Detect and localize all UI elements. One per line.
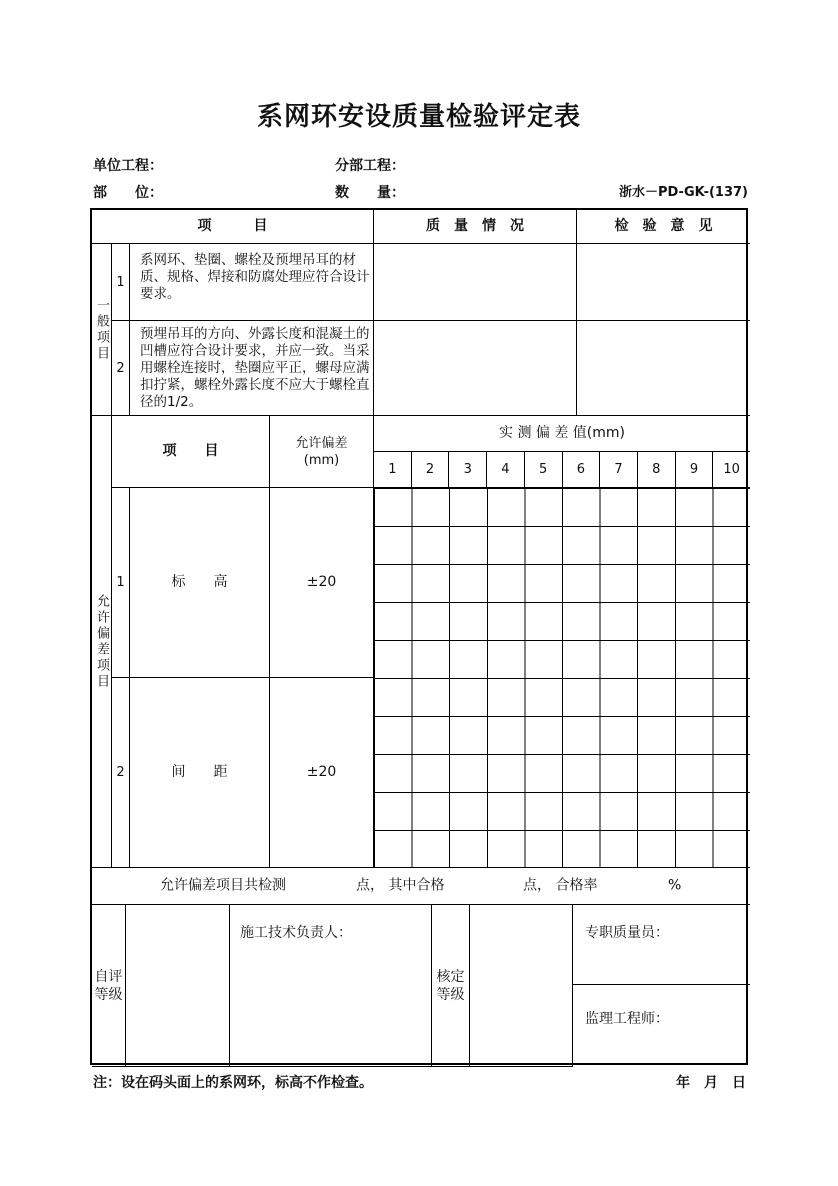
deviation-allow-header: [270, 416, 374, 488]
footnote: 注：设在码头面上的系网环，标高不作检查。: [93, 1075, 373, 1091]
col-header-item: 项 目: [92, 210, 374, 244]
deviation-row1-name: 标 高: [130, 488, 270, 678]
measured-col-5: 5: [525, 452, 563, 487]
measured-values-grid[interactable]: [374, 488, 750, 868]
summary-qualified-label: 点， 其中合格: [356, 877, 445, 894]
deviation-section-label: 允许偏差项目: [94, 593, 109, 690]
summary-percent-sign: %: [668, 877, 682, 894]
verify-grade-label-cell: 核定等级: [432, 905, 470, 1067]
allow-header-line2: (mm): [303, 452, 340, 468]
allow-header-line1: 允许偏差: [295, 435, 348, 451]
measured-col-2: 2: [412, 452, 450, 487]
quality-officer-cell[interactable]: 专职质量员：: [573, 905, 750, 985]
measured-col-1: 1: [374, 452, 412, 487]
col-header-opinion: 检 验 意 见: [577, 210, 750, 244]
general-row2-no: 2: [112, 321, 130, 416]
general-row1-no: 1: [112, 244, 130, 321]
general-row2-quality-cell[interactable]: [374, 321, 577, 416]
measured-col-9: 9: [676, 452, 714, 487]
form-title: 系网环安设质量检验评定表: [256, 102, 581, 132]
deviation-row2-allow: ±20: [270, 678, 374, 868]
general-section-label-cell: [92, 244, 112, 416]
col-header-quality: 质 量 情 况: [374, 210, 577, 244]
deviation-row2-name: 间 距: [130, 678, 270, 868]
measured-col-6: 6: [563, 452, 601, 487]
general-row1-quality-cell[interactable]: [374, 244, 577, 321]
quantity-label: 数 量：: [335, 185, 405, 201]
measured-col-8: 8: [638, 452, 676, 487]
location-label: 部 位：: [93, 185, 163, 201]
division-project-label: 分部工程：: [335, 158, 405, 174]
deviation-row2-no: 2: [112, 678, 130, 868]
self-grade-value-cell[interactable]: [126, 905, 230, 1067]
measured-col-3: 3: [449, 452, 487, 487]
summary-row: [92, 868, 750, 905]
measured-col-4: 4: [487, 452, 525, 487]
measured-column-numbers: [374, 452, 750, 488]
form-number: 浙水－PD-GK-(137): [619, 185, 748, 200]
inspection-table: [90, 208, 748, 1065]
measured-col-7: 7: [600, 452, 638, 487]
supervisor-cell[interactable]: 监理工程师：: [585, 1011, 669, 1027]
verify-grade-value-cell[interactable]: [470, 905, 573, 1067]
general-section-label: 一般项目: [94, 297, 109, 362]
measured-deviation-header: 实 测 偏 差 值(mm): [374, 416, 750, 452]
general-row1-text: 系网环、垫圈、螺栓及预埋吊耳的材质、规格、焊接和防腐处理应符合设计要求。: [130, 244, 374, 321]
unit-project-label: 单位工程：: [93, 158, 163, 174]
tech-responsible-cell[interactable]: 施工技术负责人：: [230, 905, 432, 1067]
date-line: 年 月 日: [676, 1075, 746, 1091]
measured-col-10: 10: [723, 462, 740, 477]
general-row2-opinion-cell[interactable]: [577, 321, 750, 416]
deviation-row1-no: 1: [112, 488, 130, 678]
deviation-item-header: 项 目: [112, 416, 270, 488]
general-row2-text: 预埋吊耳的方向、外露长度和混凝土的凹槽应符合设计要求，并应一致。当采用螺栓连接时，垫圈应平正，螺母应满扣拧紧，螺栓外露长度不应大于螺栓直径的1/2。: [130, 321, 374, 416]
general-row1-opinion-cell[interactable]: [577, 244, 750, 321]
summary-rate-label: 点， 合格率: [523, 877, 598, 894]
self-grade-label-cell: 自评等级: [92, 905, 126, 1067]
deviation-row1-allow: ±20: [270, 488, 374, 678]
summary-checked-label: 允许偏差项目共检测: [160, 877, 286, 894]
deviation-section-label-cell: [92, 416, 112, 868]
